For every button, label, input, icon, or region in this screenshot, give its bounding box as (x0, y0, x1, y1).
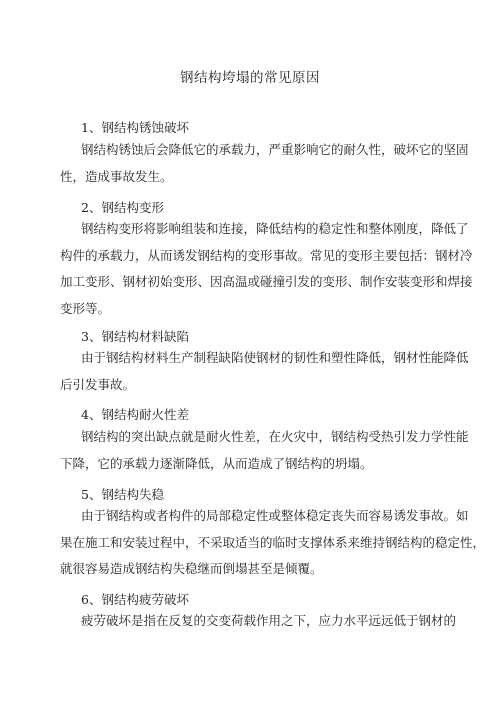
section-heading-4: 4、钢结构耐火性差 (81, 407, 189, 422)
section-paragraph-1 (60, 137, 469, 190)
section-paragraph-6 (60, 608, 457, 635)
section-paragraph-3 (60, 345, 469, 398)
paragraph-line: 由于钢结构材料生产制程缺陷使钢材的韧性和塑性降低，钢材性能降低 (81, 350, 469, 365)
paragraph-line: 变形等。 (60, 300, 111, 316)
section-heading-6: 6、钢结构疲劳破坏 (81, 592, 189, 607)
section-heading-1: 1、钢结构锈蚀破坏 (81, 120, 189, 135)
document-title: 钢结构垮塌的常见原因 (180, 70, 320, 86)
paragraph-line: 下降，它的承载力逐渐降低，从而造成了钢结构的坍塌。 (60, 455, 373, 471)
paragraph-line: 构件的承载力，从而诱发钢结构的变形事故。常见的变形主要包括：钢材冷 (60, 247, 473, 263)
section-heading-5: 5、钢结构失稳 (81, 487, 164, 502)
paragraph-line: 由于钢结构或者构件的局部稳定性或整体稳定丧失而容易诱发事故。如 (81, 508, 469, 523)
section-heading-3: 3、钢结构材料缺陷 (81, 329, 189, 344)
paragraph-line: 钢结构变形将影响组装和连接，降低结构的稳定性和整体刚度，降低了 (81, 221, 469, 236)
paragraph-line: 后引发事故。 (60, 376, 136, 392)
section-paragraph-5 (60, 503, 486, 583)
section-heading-2: 2、钢结构变形 (81, 200, 164, 215)
paragraph-line: 钢结构的突出缺点就是耐火性差，在火灾中，钢结构受热引发力学性能 (81, 429, 469, 444)
section-paragraph-4 (60, 424, 469, 477)
paragraph-line: 加工变形、钢材初始变形、因高温或碰撞引发的变形、制作安装变形和焊接 (60, 274, 473, 289)
paragraph-line: 性，造成事故发生。 (60, 168, 173, 184)
paragraph-line: 果在施工和安装过程中，不采取适当的临时支撑体系来维持钢结构的稳定性， (60, 534, 486, 550)
paragraph-line: 钢结构锈蚀后会降低它的承载力，严重影响它的耐久性，破坏它的坚固 (81, 142, 469, 157)
paragraph-line: 疲劳破坏是指在反复的交变荷载作用之下，应力水平远远低于钢材的 (81, 613, 457, 628)
section-paragraph-2 (60, 216, 473, 322)
paragraph-line: 就很容易造成钢结构失稳继而倒塌甚至是倾覆。 (60, 561, 323, 576)
